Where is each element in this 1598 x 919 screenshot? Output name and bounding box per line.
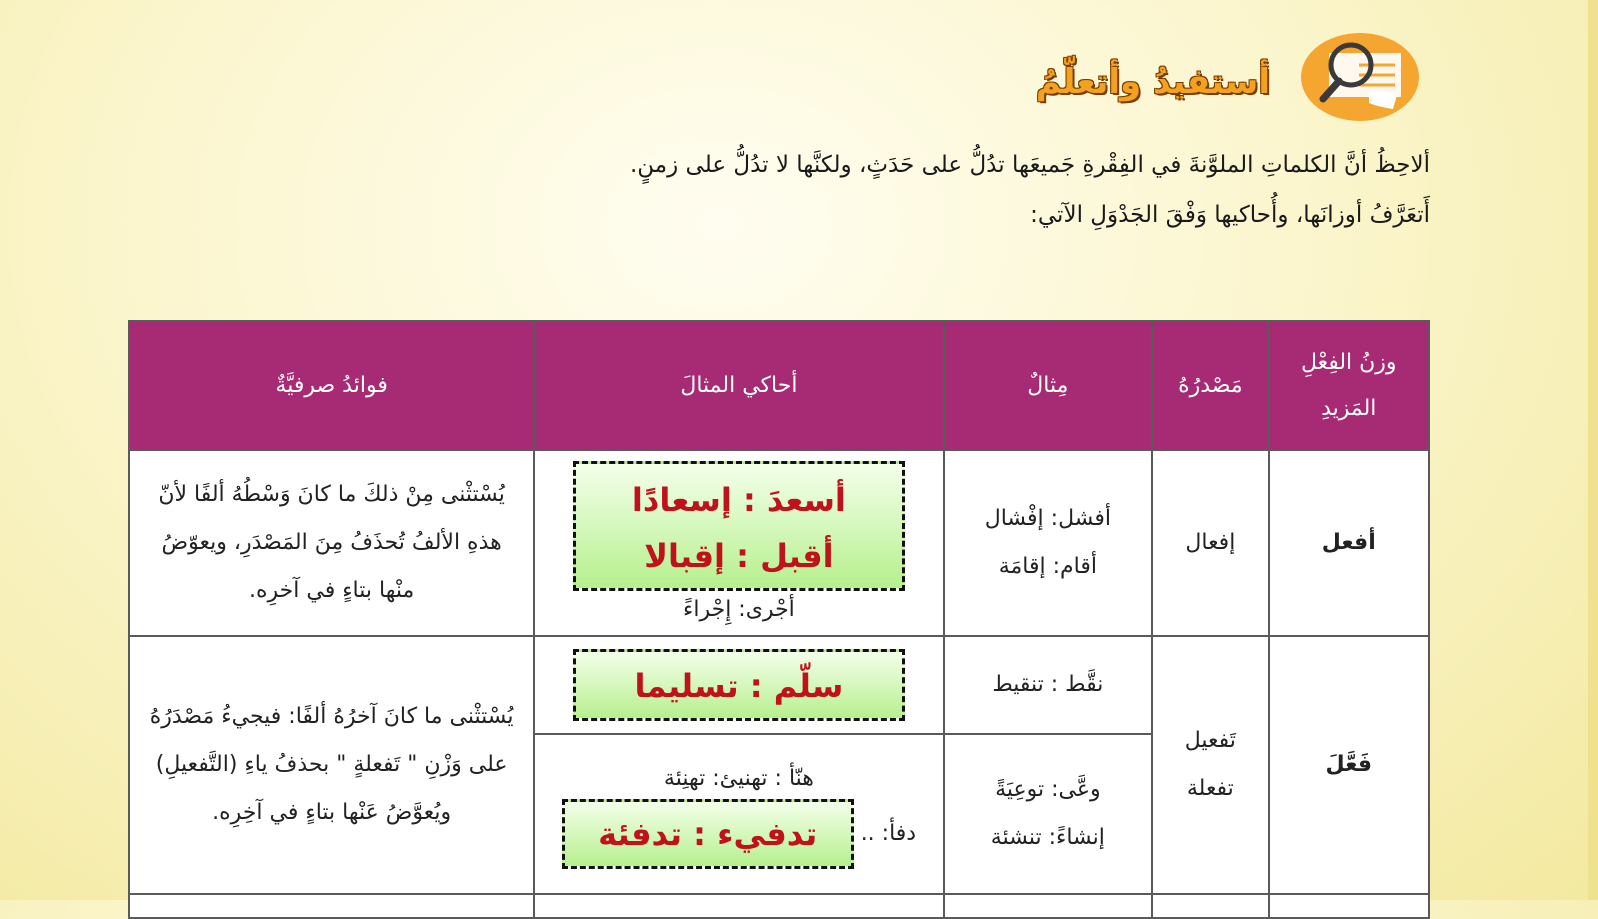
row1-notes: يُسْتثْنى مِنْ ذلكَ ما كانَ وَسْطُهُ ألفًا لأنّ هذهِ الألفُ تُحذَفُ مِنَ المَصْدَرِ، ويعوّضُ منْها بتاءٍ في آخرِه.: [129, 450, 534, 636]
row1-masdar: إفعال: [1152, 450, 1268, 636]
row3-imitate: [534, 894, 943, 918]
header-imitate: أحاكي المثالَ: [534, 321, 943, 450]
row3-example: [944, 894, 1153, 918]
row3-masdar: [1152, 894, 1268, 918]
table-row: [129, 636, 1429, 734]
row2b-imitate: [534, 734, 943, 894]
row2b-answer-row: [536, 799, 941, 869]
section-heading: أستفيدُ وأتعلّمُ: [1035, 62, 1270, 102]
row2-masdar: [1152, 636, 1268, 894]
row1-weight: أفعل: [1269, 450, 1429, 636]
row2a-answer: سلّم : تسليما: [634, 667, 844, 705]
row1-example-1: أفشل: إفْشال: [984, 506, 1111, 531]
row2b-example-1: وعَّى: توعِيَةً: [995, 777, 1101, 802]
row2-masdar-1: تَفعيل: [1184, 728, 1236, 753]
header-notes: فوائدُ صرفيَّةٌ: [129, 321, 534, 450]
row2a-imitate: [534, 636, 943, 734]
intro-line-2: أَتعَرَّفُ أوزانَها، وأُحاكيها وَفْقَ الجَدْوَلِ الآتي:: [1030, 202, 1430, 228]
intro-line-1: ألاحِظُ أنَّ الكلماتِ الملوَّنةَ في الفِقْرةِ جَميعَها تدُلُّ على حَدَثٍ، ولكنَّها لا تدُلُّ على زمنٍ.: [629, 152, 1430, 178]
row2a-answer-box: [573, 649, 905, 721]
row2b-answer: تدفيء : تدفئة: [598, 815, 818, 853]
row3-notes: [129, 894, 534, 918]
row1-example-2: أقام: إقامَة: [998, 554, 1097, 579]
row2b-answer-box: [562, 799, 854, 869]
row1-answer-2: أقبل : إقبالا: [644, 537, 834, 575]
header-example: مِثالٌ: [944, 321, 1153, 450]
row1-example: [944, 450, 1153, 636]
header-masdar: مَصْدرُهُ: [1152, 321, 1268, 450]
table-header-row: [129, 321, 1429, 450]
row2b-line: هنّأ : تهنيئ: تهنِئة: [663, 766, 814, 791]
table-row: [129, 450, 1429, 636]
header-verb-weight: وزنُ الفِعْلِ المَزيدِ: [1269, 321, 1429, 450]
row2-notes: يُسْتثْنى ما كانَ آخرُهُ ألفًا: فيجيءُ مَصْدَرُهُ على وَزْنِ " تَفعلةٍ " بحذفُ ياءِ (التَّفعيلِ) ويُعوَّضُ عَنْها بتاءٍ في آخِرِه.: [129, 636, 534, 894]
magnifier-logo-icon: [1299, 31, 1421, 123]
row1-answer-box: [573, 461, 905, 591]
row2-masdar-2: تفعلة: [1186, 776, 1234, 801]
row1-extra-example: أجْرى: إِجْراءً: [683, 597, 795, 622]
right-edge-bar: [1588, 0, 1598, 900]
row1-answer-1: أسعدَ : إسعادًا: [631, 481, 846, 519]
row3-weight: [1269, 894, 1429, 918]
row2a-example: نقَّط : تنقيط: [944, 636, 1153, 734]
row2b-prefix: دفأ: ..: [860, 821, 917, 846]
row2-weight: فَعَّلَ: [1269, 636, 1429, 894]
row2b-example-2: إنشاءً: تنشئة: [990, 825, 1105, 850]
morphology-table: [128, 320, 1430, 919]
row1-imitate: [534, 450, 943, 636]
table-row: [129, 894, 1429, 918]
row2b-example: [944, 734, 1153, 894]
